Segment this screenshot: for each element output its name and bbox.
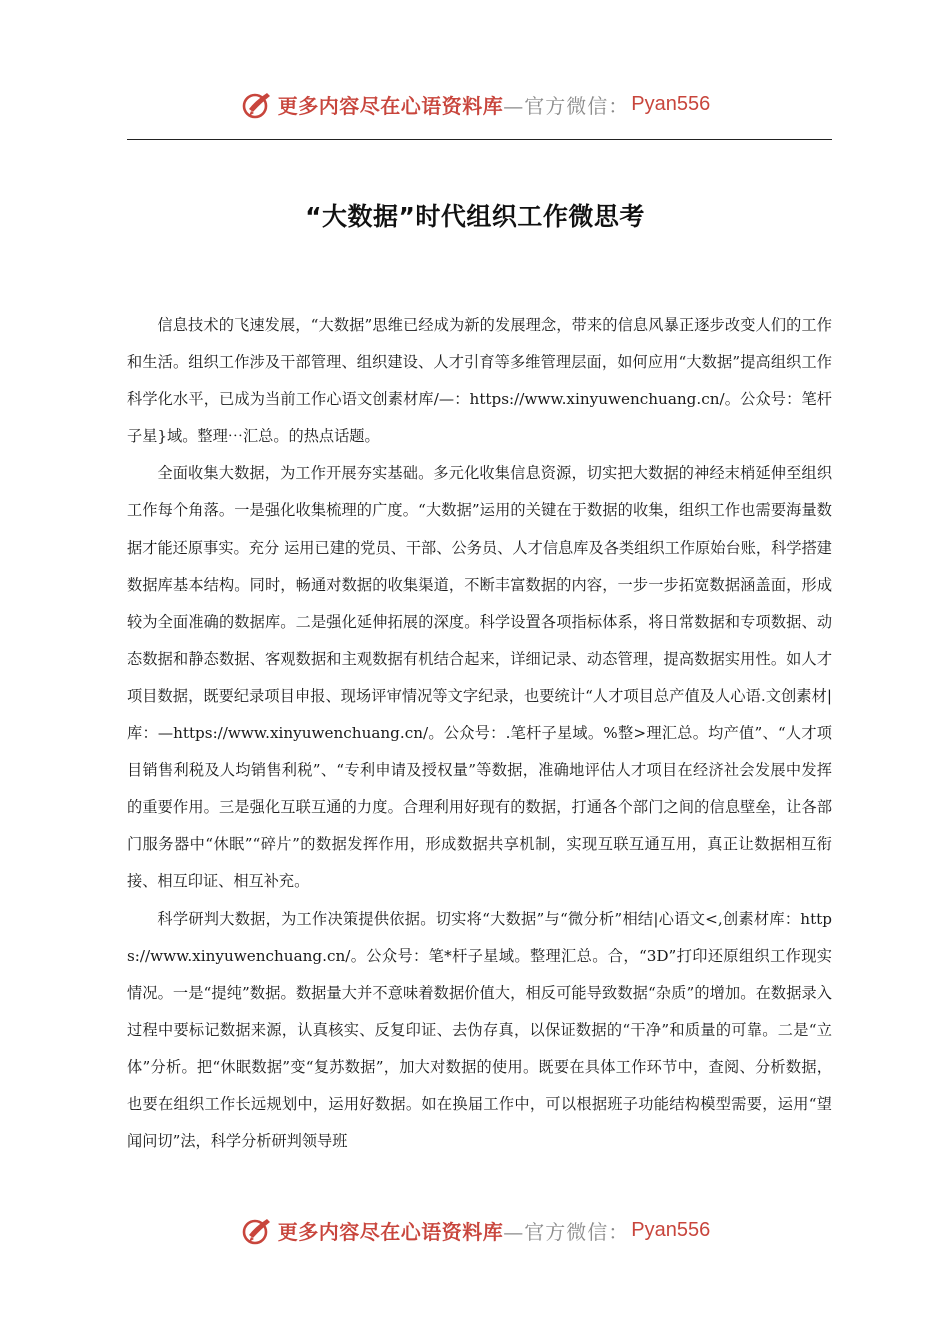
paragraph-3: 科学研判大数据，为工作决策提供依据。切实将“大数据”与“微分析”相结|心语文<,创素材库：https://www.xinyuwenchuang.cn/。公众号：笔*杆子星域。整理汇总。合，“3D”打印还原组织工作现实情况。一是“提纯”数据。数据量大并不意味着数据价值大，相反可能导致数据“杂质”的增加。在数据录入过程中要标记数据来源，认真核实、反复印证、去伪存真，以保证数据的“干净”和质量的可靠。二是“立体”分析。把“休眠数据”变“复苏数据”，加大对数据的使用。既要在具体工作环节中，查阅、分析数据，也要在组织工作长远规划中，运用好数据。如在换届工作中，可以根据班子功能结构模型需要，运用“望闻问切”法，科学分析研判领导班: [127, 909, 832, 1151]
footer-banner: [0, 1210, 950, 1250]
paragraph-1: 信息技术的飞速发展，“大数据”思维已经成为新的发展理念，带来的信息风暴正逐步改变人们的工作和生活。组织工作涉及干部管理、组织建设、人才引育等多维管理层面，如何应用“大数据”提高组织工作科学化水平，已成为当前工作心语文创素材库/—：https://www.xinyuwenchuang.cn/。公众号：笔杆子星}域。整理⋯汇总。的热点话题。: [127, 316, 832, 446]
banner-site-text: 更多内容尽在心语资料库: [277, 1219, 504, 1244]
pen-logo-icon: [240, 1213, 274, 1247]
document-body: [127, 307, 832, 1160]
header-banner: [0, 84, 950, 124]
pen-logo-icon: [240, 87, 274, 121]
banner-wechat-id: Pyan556: [631, 1218, 711, 1241]
banner-site-text: 更多内容尽在心语资料库: [277, 93, 504, 118]
document-title: “大数据”时代组织工作微思考: [305, 202, 645, 231]
paragraph-2: 全面收集大数据，为工作开展夯实基础。多元化收集信息资源，切实把大数据的神经末梢延伸至组织工作每个角落。一是强化收集梳理的广度。“大数据”运用的关键在于数据的收集，组织工作也需要海量数据才能还原事实。充分 运用已建的党员、干部、公务员、人才信息库及各类组织工作原始台账，科学搭建数据库基本结构。同时，畅通对数据的收集渠道，不断丰富数据的内容，一步一步拓宽数据涵盖面，形成较为全面准确的数据库。二是强化延伸拓展的深度。科学设置各项指标体系，将日常数据和专项数据、动态数据和静态数据、客观数据和主观数据有机结合起来，详细记录、动态管理，提高数据实用性。如人才项目数据，既要纪录项目申报、现场评审情况等文字纪录，也要统计“人才项目总产值及人心语.文创素材|库：—https://www.xinyuwenchuang.cn/。公众号：.笔杆子星域。%整>理汇总。均产值”、“人才项目销售利税及人均销售利税”、“专利申请及授权量”等数据，准确地评估人才项目在经济社会发展中发挥的重要作用。三是强化互联互通的力度。合理利用好现有的数据，打通各个部门之间的信息壁垒，让各部门服务器中“休眠”“碎片”的数据发挥作用，形成数据共享机制，实现互联互通互用，真正让数据相互衔接、相互印证、相互补充。: [127, 464, 832, 891]
banner-wechat-label: —官方微信：: [503, 1219, 630, 1244]
banner-wechat-id: Pyan556: [631, 92, 711, 115]
header-divider: [127, 139, 832, 140]
banner-wechat-label: —官方微信：: [503, 93, 630, 118]
